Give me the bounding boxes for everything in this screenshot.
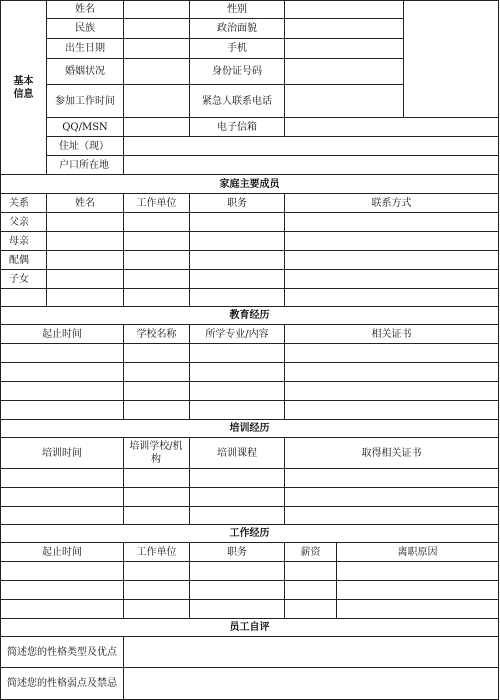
family-header-contact: 联系方式 <box>371 197 412 209</box>
marital-status-label: 婚姻状况 <box>65 66 105 77</box>
personality-strengths-field[interactable] <box>124 637 498 667</box>
rule <box>498 0 499 700</box>
emergency-contact-label: 紧急人联系电话 <box>202 95 272 107</box>
id-number-label: 身份证号码 <box>212 66 262 77</box>
photo-area[interactable] <box>404 1 498 117</box>
work-start-label: 参加工作时间 <box>55 95 115 107</box>
work-header-salary: 薪资 <box>300 546 321 558</box>
work-entry-area[interactable] <box>1 562 498 618</box>
work-header-leave-reason: 离职原因 <box>397 546 438 558</box>
gender-field[interactable] <box>285 1 403 18</box>
political-status-label: 政治面貌 <box>217 23 257 34</box>
training-header-certificate: 取得相关证书 <box>361 447 422 459</box>
id-number-field[interactable] <box>285 59 403 84</box>
phone-label: 手机 <box>227 43 247 54</box>
work-header-position: 职务 <box>227 546 247 558</box>
basic-info-section-label: 基本 信息 <box>13 75 34 100</box>
name-field[interactable] <box>124 1 189 18</box>
ethnicity-label: 民族 <box>75 23 95 34</box>
education-entry-area[interactable] <box>1 344 498 419</box>
family-section-title: 家庭主要成员 <box>219 178 280 190</box>
ethnicity-field[interactable] <box>124 19 189 38</box>
family-relation-child: 子女 <box>9 273 29 285</box>
qq-msn-field[interactable] <box>124 118 189 136</box>
family-header-employer: 工作单位 <box>136 197 177 209</box>
education-header-major: 所学专业/内容 <box>205 328 269 340</box>
education-header-school: 学校名称 <box>136 328 177 340</box>
personality-weaknesses-label: 简述您的性格弱点及禁忌 <box>7 678 117 689</box>
training-section-title: 培训经历 <box>229 423 270 434</box>
work-header-period: 起止时间 <box>42 546 82 558</box>
marital-status-field[interactable] <box>124 59 189 84</box>
training-header-institution: 培训学校/机构 <box>129 441 183 465</box>
personality-weaknesses-field[interactable] <box>124 668 498 699</box>
phone-field[interactable] <box>285 39 403 58</box>
work-start-field[interactable] <box>124 85 189 117</box>
emergency-contact-field[interactable] <box>285 85 403 117</box>
family-relation-spouse: 配偶 <box>9 254 29 266</box>
address-field[interactable] <box>124 137 498 155</box>
family-relation-father: 父亲 <box>9 216 29 228</box>
address-label: 住址（现） <box>59 140 109 152</box>
family-entry-area[interactable] <box>47 213 498 306</box>
education-header-certificate: 相关证书 <box>371 328 412 340</box>
birth-date-field[interactable] <box>124 39 189 58</box>
political-status-field[interactable] <box>285 19 403 38</box>
self-evaluation-section-title: 员工自评 <box>229 622 270 633</box>
email-field[interactable] <box>285 118 498 136</box>
training-entry-area[interactable] <box>1 469 498 524</box>
education-section-title: 教育经历 <box>229 310 270 321</box>
family-header-name: 姓名 <box>75 197 95 209</box>
family-header-relation: 关系 <box>9 197 29 209</box>
work-section-title: 工作经历 <box>229 528 270 539</box>
family-header-position: 职务 <box>227 197 247 209</box>
gender-label: 性别 <box>227 4 247 15</box>
personality-strengths-label: 简述您的性格类型及优点 <box>7 646 117 658</box>
training-header-period: 培训时间 <box>42 447 82 459</box>
education-header-period: 起止时间 <box>42 328 82 340</box>
qq-msn-label: QQ/MSN <box>62 121 108 133</box>
training-header-course: 培训课程 <box>217 447 257 459</box>
email-label: 电子信箱 <box>217 121 257 133</box>
birth-date-label: 出生日期 <box>65 43 105 54</box>
name-label: 姓名 <box>75 4 95 15</box>
hukou-field[interactable] <box>124 156 498 174</box>
work-header-employer: 工作单位 <box>136 546 177 558</box>
family-relation-mother: 母亲 <box>9 235 29 247</box>
hukou-label: 户口所在地 <box>59 159 109 171</box>
